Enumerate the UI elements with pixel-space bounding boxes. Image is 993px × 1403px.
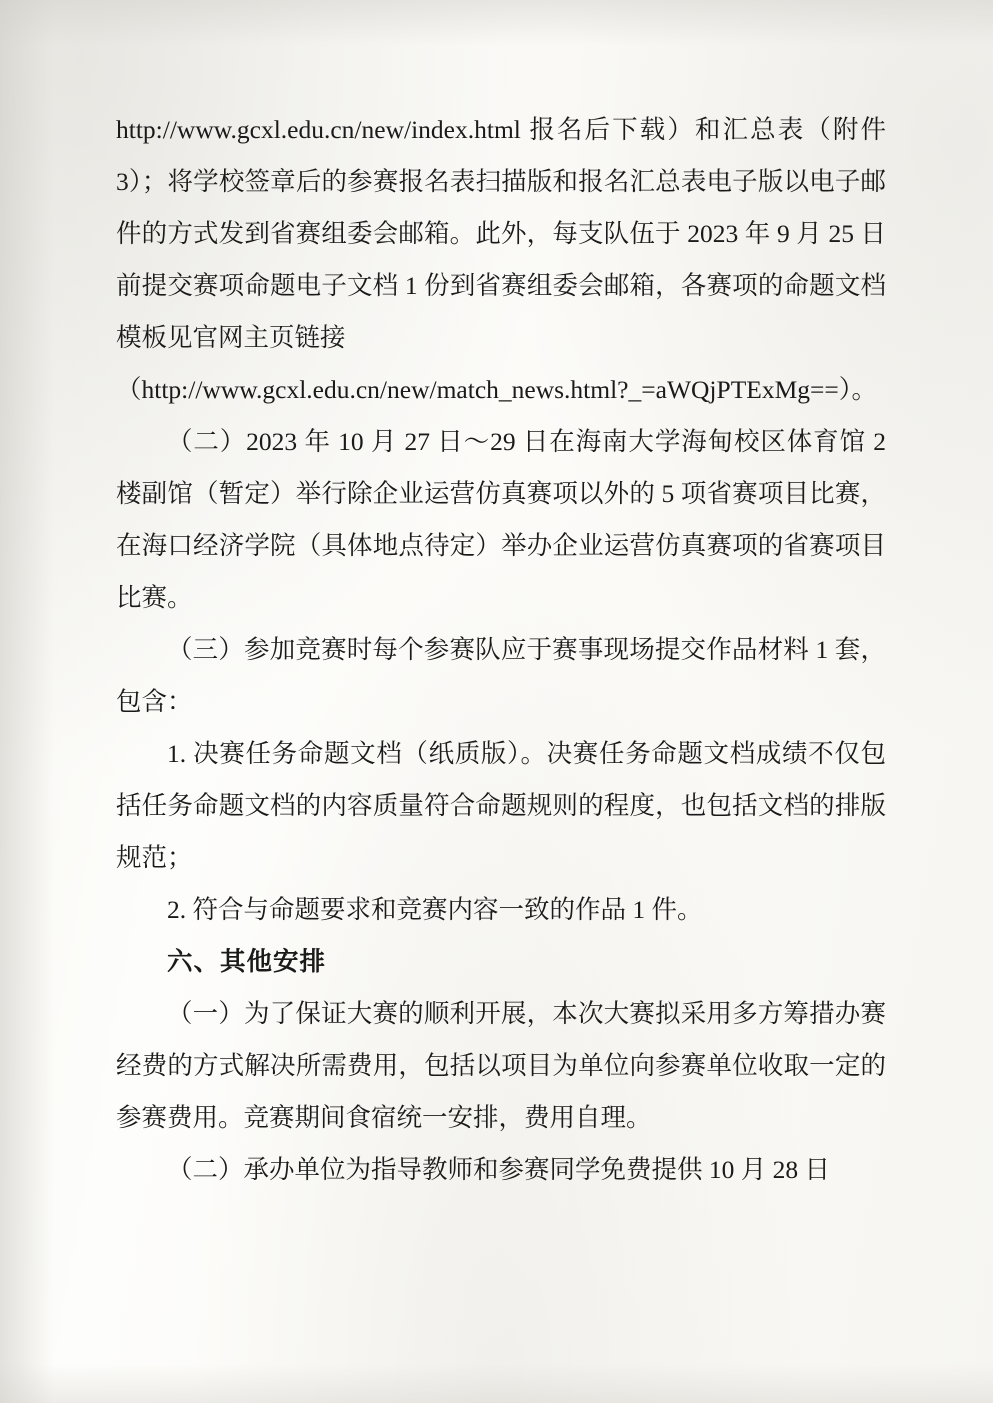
scan-shadow-left [0, 0, 54, 1403]
section-heading-six: 六、其他安排 [167, 947, 327, 976]
paragraph-template-link: （http://www.gcxl.edu.cn/new/match_news.html?_=aWQjPTExMg==）。 [116, 375, 878, 404]
scan-shadow-bottom [0, 1363, 993, 1403]
document-body [116, 104, 886, 1196]
scan-shadow-top [0, 0, 993, 46]
list-item-1: 1. 决赛任务命题文档（纸质版）。决赛任务命题文档成绩不仅包括任务命题文档的内容质量符合命题规则的程度，也包括文档的排版规范； [116, 739, 886, 872]
paragraph-continuation-url: http://www.gcxl.edu.cn/new/index.html 报名后下载）和汇总表（附件 3）；将学校签章后的参赛报名表扫描版和报名汇总表电子版以电子邮件的方式发到省赛组委会邮箱。此外，每支队伍于 2023 年 9 月 25 日前提交赛项命题电子文档 1 份到省赛组委会邮箱，各赛项的命题文档模板见官网主页链接 [116, 115, 886, 352]
list-item-2: 2. 符合与命题要求和竞赛内容一致的作品 1 件。 [167, 895, 703, 924]
paragraph-other-one: （一）为了保证大赛的顺利开展，本次大赛拟采用多方筹措办赛经费的方式解决所需费用，包括以项目为单位向参赛单位收取一定的参赛费用。竞赛期间食宿统一安排，费用自理。 [116, 999, 886, 1132]
paragraph-other-two: （二）承办单位为指导教师和参赛同学免费提供 10 月 28 日 [167, 1155, 831, 1184]
paragraph-item-three: （三）参加竞赛时每个参赛队应于赛事现场提交作品材料 1 套，包含： [116, 635, 886, 716]
paragraph-item-two: （二）2023 年 10 月 27 日～29 日在海南大学海甸校区体育馆 2 楼副馆（暂定）举行除企业运营仿真赛项以外的 5 项省赛项目比赛，在海口经济学院（具体地点待定）举办企业运营仿真赛项的省赛项目比赛。 [116, 427, 886, 612]
